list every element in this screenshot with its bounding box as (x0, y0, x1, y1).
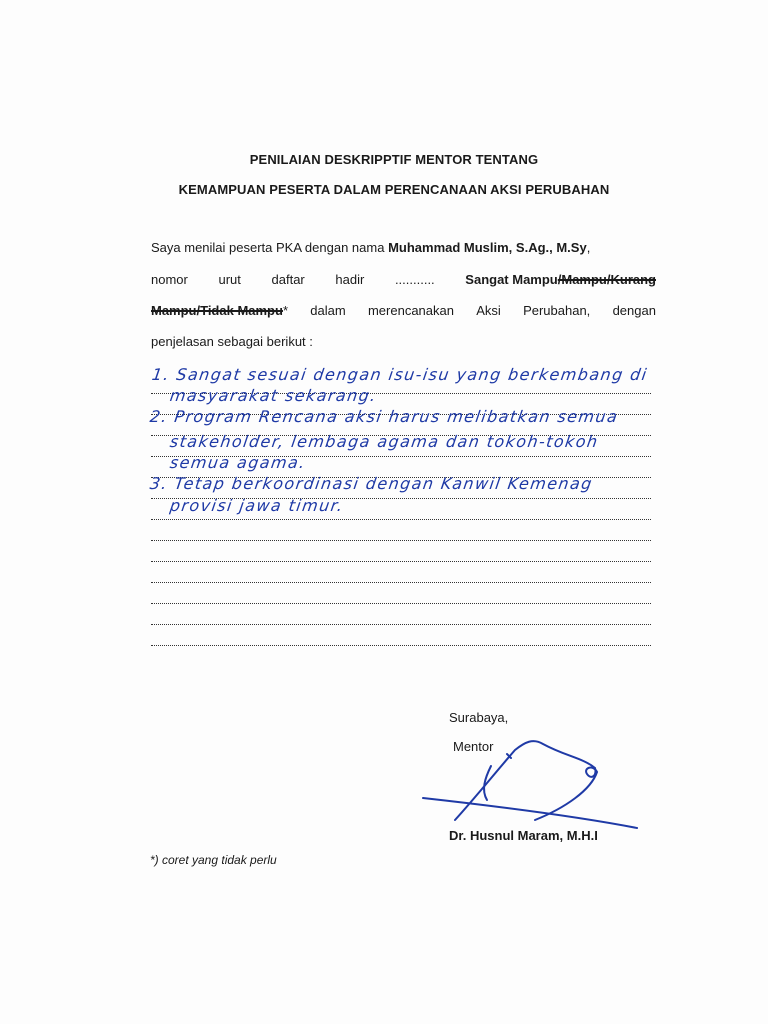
word-daftar: daftar (271, 272, 305, 287)
signer-name: Dr. Husnul Maram, M.H.I (449, 828, 598, 843)
asterisk: * (282, 303, 289, 318)
handwritten-note-line: 3. Tetap berkoordinasi dengan Kanwil Kemenag (148, 474, 595, 493)
word-merencanakan: merencanakan (367, 303, 454, 318)
word-aksi: Aksi (476, 303, 501, 318)
attendance-number-dots: ........... (394, 272, 435, 287)
document-title-line2: KEMAMPUAN PESERTA DALAM PERENCANAAN AKSI PERUBAHAN (178, 182, 610, 197)
handwritten-note-line: semua agama. (168, 453, 308, 472)
word-dalam: dalam (310, 303, 346, 318)
assessment-options (465, 272, 656, 288)
struck-options-2: Mampu/Tidak Mampu (151, 303, 283, 318)
handwritten-note-line: 1. Sangat sesuai dengan isu-isu yang berkembang di (150, 365, 650, 384)
handwritten-note-line: masyarakat sekarang. (168, 386, 379, 405)
intro-line-3 (151, 303, 656, 319)
intro-line-1 (151, 240, 656, 256)
selected-option: Sangat Mampu (465, 272, 558, 287)
struck-options-1: /Mampu/Kurang (557, 272, 656, 287)
word-hadir: hadir (335, 272, 365, 287)
handwritten-note-line: provisi jawa timur. (168, 496, 346, 515)
handwritten-note-line: 2. Program Rencana aksi harus melibatkan semua (148, 407, 620, 426)
dotted-line (151, 539, 651, 541)
intro-line-2 (151, 272, 656, 288)
dotted-line (151, 581, 651, 583)
dotted-line (151, 602, 651, 604)
intro-comma: , (586, 240, 591, 255)
dotted-line (151, 518, 651, 520)
word-perubahan: Perubahan, (523, 303, 591, 318)
dotted-line (151, 644, 651, 646)
intro-line-4: penjelasan sebagai berikut : (151, 334, 313, 349)
place-label: Surabaya, (449, 710, 509, 725)
word-dengan: dengan (612, 303, 656, 318)
handwritten-note-line: stakeholder, lembaga agama dan tokoh-tokoh (168, 432, 600, 451)
dotted-line (151, 560, 651, 562)
footnote: *) coret yang tidak perlu (150, 853, 277, 867)
document-title-line1: PENILAIAN DESKRIPPTIF MENTOR TENTANG (249, 152, 539, 167)
intro-prefix: Saya menilai peserta PKA dengan nama (151, 240, 385, 255)
word-nomor: nomor (151, 272, 188, 287)
word-urut: urut (218, 272, 241, 287)
struck-options-group (151, 303, 288, 319)
dotted-line (151, 623, 651, 625)
participant-name: Muhammad Muslim, S.Ag., M.Sy (388, 240, 587, 255)
mentor-label: Mentor (453, 739, 494, 754)
